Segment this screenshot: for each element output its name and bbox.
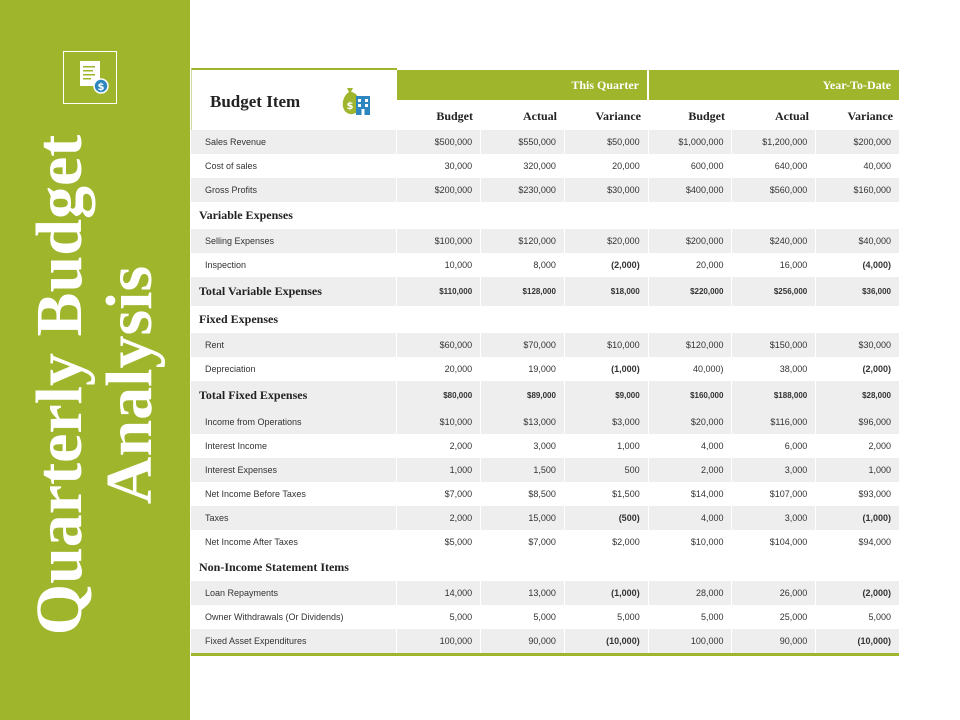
title-line-1: Quarterly Budget: [23, 134, 96, 636]
row-value: $5,000: [396, 530, 480, 554]
col-header-ytd-variance: Variance: [847, 109, 893, 123]
row-value: 25,000: [731, 605, 815, 629]
row-value: (1,000): [815, 506, 899, 530]
row-value: $100,000: [396, 229, 480, 253]
row-value: (4,000): [815, 253, 899, 277]
row-value: $500,000: [396, 130, 480, 154]
row-value: 600,000: [648, 154, 732, 178]
row-label: Gross Profits: [205, 185, 258, 195]
table-row: [191, 629, 899, 653]
row-value: $8,500: [480, 482, 564, 506]
row-label: Sales Revenue: [205, 137, 267, 147]
row-value: 16,000: [731, 253, 815, 277]
table-bottom-rule: [191, 653, 899, 656]
document-dollar-icon: [63, 51, 117, 104]
col-header-ytd-budget: Budget: [688, 109, 725, 123]
row-value: $160,000: [815, 178, 899, 202]
row-value: $160,000: [648, 381, 732, 410]
row-value: 38,000: [731, 357, 815, 381]
sidebar-panel: [0, 0, 190, 720]
row-value: 5,000: [648, 605, 732, 629]
row-value: $89,000: [480, 381, 564, 410]
row-value: 19,000: [480, 357, 564, 381]
row-label: Non-Income Statement Items: [199, 560, 349, 574]
row-label: Total Fixed Expenses: [199, 388, 308, 402]
row-value: 20,000: [396, 357, 480, 381]
row-label: Net Income After Taxes: [205, 537, 298, 547]
row-label: Inspection: [205, 260, 247, 270]
row-value: $10,000: [648, 530, 732, 554]
row-value: $128,000: [480, 277, 564, 306]
row-value: 2,000: [815, 434, 899, 458]
row-value: 5,000: [396, 605, 480, 629]
table-row: [191, 229, 899, 253]
row-label: Fixed Expenses: [199, 312, 279, 326]
row-value: 100,000: [648, 629, 732, 653]
total-row: [191, 381, 899, 410]
row-value: $60,000: [396, 333, 480, 357]
row-value: $116,000: [731, 410, 815, 434]
section-row: [191, 554, 899, 581]
row-value: 1,500: [480, 458, 564, 482]
row-value: 26,000: [731, 581, 815, 605]
row-value: (500): [564, 506, 648, 530]
row-value: 4,000: [648, 434, 732, 458]
row-label: Interest Income: [205, 441, 268, 451]
row-value: $7,000: [396, 482, 480, 506]
table-row: [191, 130, 899, 154]
title-line-2: Analysis: [93, 265, 166, 505]
table-row: [191, 253, 899, 277]
table-row: [191, 434, 899, 458]
row-label: Income from Operations: [205, 417, 302, 427]
table-row: [191, 410, 899, 434]
row-label: Total Variable Expenses: [199, 284, 322, 298]
row-value: 1,000: [564, 434, 648, 458]
row-label: Variable Expenses: [199, 208, 293, 222]
row-value: $10,000: [396, 410, 480, 434]
row-value: $30,000: [564, 178, 648, 202]
row-value: $200,000: [815, 130, 899, 154]
row-value: 14,000: [396, 581, 480, 605]
table-row: [191, 178, 899, 202]
row-value: 15,000: [480, 506, 564, 530]
row-value: 640,000: [731, 154, 815, 178]
table-row: [191, 458, 899, 482]
row-value: $3,000: [564, 410, 648, 434]
row-label: Fixed Asset Expenditures: [205, 636, 307, 646]
row-value: $13,000: [480, 410, 564, 434]
row-value: 2,000: [396, 506, 480, 530]
row-value: $200,000: [396, 178, 480, 202]
row-value: 2,000: [648, 458, 732, 482]
row-value: $50,000: [564, 130, 648, 154]
svg-text:$: $: [346, 101, 354, 112]
row-value: $20,000: [648, 410, 732, 434]
row-value: 13,000: [480, 581, 564, 605]
table-row: [191, 581, 899, 605]
row-value: $80,000: [396, 381, 480, 410]
row-label: Selling Expenses: [205, 236, 275, 246]
row-value: $220,000: [648, 277, 732, 306]
money-bag-building-icon: [338, 82, 374, 118]
col-header-qtr-actual: Actual: [523, 109, 557, 123]
row-value: $94,000: [815, 530, 899, 554]
row-value: $96,000: [815, 410, 899, 434]
row-value: $200,000: [648, 229, 732, 253]
table-row: [191, 154, 899, 178]
row-value: $14,000: [648, 482, 732, 506]
row-label: Owner Withdrawals (Or Dividends): [205, 612, 344, 622]
row-value: (10,000): [815, 629, 899, 653]
row-value: 20,000: [564, 154, 648, 178]
row-value: $18,000: [564, 277, 648, 306]
row-value: $550,000: [480, 130, 564, 154]
row-value: $28,000: [815, 381, 899, 410]
row-value: $120,000: [648, 333, 732, 357]
page-title: [20, 75, 170, 695]
row-label: Rent: [205, 340, 225, 350]
budget-table: [191, 68, 899, 656]
row-value: $256,000: [731, 277, 815, 306]
row-value: 3,000: [480, 434, 564, 458]
row-value: 5,000: [815, 605, 899, 629]
row-value: 3,000: [731, 506, 815, 530]
row-value: $30,000: [815, 333, 899, 357]
table-body: [191, 130, 899, 653]
row-value: (1,000): [564, 357, 648, 381]
table-row: [191, 530, 899, 554]
row-value: $36,000: [815, 277, 899, 306]
row-value: 30,000: [396, 154, 480, 178]
row-value: 1,000: [815, 458, 899, 482]
row-value: 5,000: [564, 605, 648, 629]
row-value: 2,000: [396, 434, 480, 458]
row-value: 28,000: [648, 581, 732, 605]
row-value: $110,000: [396, 277, 480, 306]
total-row: [191, 277, 899, 306]
row-value: (2,000): [564, 253, 648, 277]
col-header-qtr-variance: Variance: [595, 109, 641, 123]
row-value: $1,000,000: [648, 130, 732, 154]
row-value: $230,000: [480, 178, 564, 202]
row-value: $10,000: [564, 333, 648, 357]
row-value: (1,000): [564, 581, 648, 605]
row-value: 3,000: [731, 458, 815, 482]
row-label: Net Income Before Taxes: [205, 489, 306, 499]
group-this-quarter: This Quarter: [397, 70, 647, 100]
row-value: $93,000: [815, 482, 899, 506]
row-value: $120,000: [480, 229, 564, 253]
row-value: $1,200,000: [731, 130, 815, 154]
row-value: $70,000: [480, 333, 564, 357]
table-row: [191, 506, 899, 530]
row-value: $20,000: [564, 229, 648, 253]
row-value: 10,000: [396, 253, 480, 277]
row-value: 90,000: [731, 629, 815, 653]
row-value: (10,000): [564, 629, 648, 653]
row-value: $104,000: [731, 530, 815, 554]
row-value: (2,000): [815, 581, 899, 605]
row-value: 20,000: [648, 253, 732, 277]
row-value: $107,000: [731, 482, 815, 506]
row-label: Interest Expenses: [205, 465, 278, 475]
section-row: [191, 202, 899, 229]
row-value: 100,000: [396, 629, 480, 653]
row-value: $400,000: [648, 178, 732, 202]
row-value: $1,500: [564, 482, 648, 506]
row-value: 90,000: [480, 629, 564, 653]
row-value: $240,000: [731, 229, 815, 253]
row-value: 1,000: [396, 458, 480, 482]
row-value: 320,000: [480, 154, 564, 178]
table-row: [191, 357, 899, 381]
row-label: Loan Repayments: [205, 588, 279, 598]
row-value: $9,000: [564, 381, 648, 410]
row-value: 5,000: [480, 605, 564, 629]
table-row: [191, 605, 899, 629]
table-header: [191, 68, 899, 130]
table-row: [191, 333, 899, 357]
row-value: $560,000: [731, 178, 815, 202]
row-value: $188,000: [731, 381, 815, 410]
row-value: 40,000: [815, 154, 899, 178]
row-value: $7,000: [480, 530, 564, 554]
row-value: 40,000): [648, 357, 732, 381]
row-value: $150,000: [731, 333, 815, 357]
row-label: Taxes: [205, 513, 229, 523]
row-label: Depreciation: [205, 364, 256, 374]
row-value: 4,000: [648, 506, 732, 530]
section-row: [191, 306, 899, 333]
row-value: (2,000): [815, 357, 899, 381]
row-value: $40,000: [815, 229, 899, 253]
col-header-ytd-actual: Actual: [775, 109, 809, 123]
row-value: $2,000: [564, 530, 648, 554]
row-value: 6,000: [731, 434, 815, 458]
col-header-qtr-budget: Budget: [436, 109, 473, 123]
svg-text:$: $: [97, 82, 105, 93]
table-row: [191, 482, 899, 506]
budget-item-label: Budget Item: [210, 92, 301, 111]
row-label: Cost of sales: [205, 161, 258, 171]
group-year-to-date: Year-To-Date: [649, 70, 899, 100]
row-value: 500: [564, 458, 648, 482]
row-value: 8,000: [480, 253, 564, 277]
budget-item-header: [191, 68, 397, 130]
